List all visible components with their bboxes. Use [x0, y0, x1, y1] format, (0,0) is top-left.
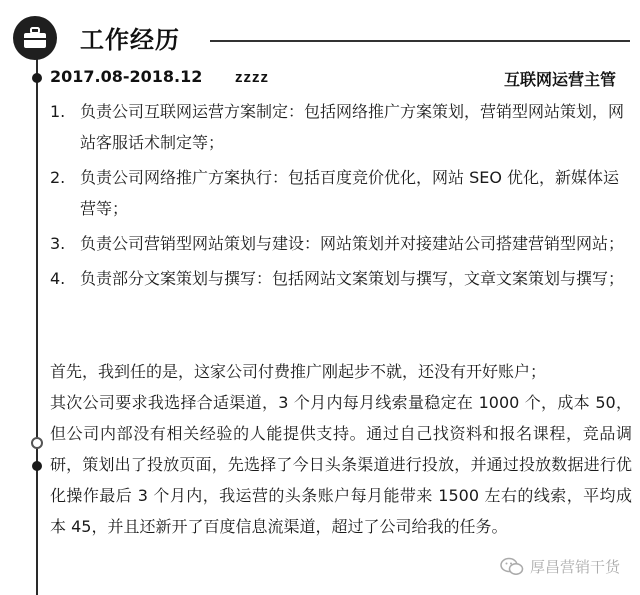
- duty-number: 2.: [50, 168, 66, 187]
- duty-item: [50, 228, 630, 259]
- narrative-paragraph: 其次公司要求我选择合适渠道，3 个月内每月线索量稳定在 1000 个，成本 50，但公司内部没有相关经验的人能提供支持。通过自己找资料和报名课程，竞品调研，策划出了投放页面，先选择了今日头条渠道进行投放，并通过投放数据进行优化操作最后 3 个月内，我运营的头条账户每月能带来 1500 左右的线索，平均成本 45，并且还新开了百度信息流渠道，超过了公司给我的任务。: [50, 393, 632, 536]
- section-icon-badge: [13, 16, 57, 60]
- job-position: 互联网运营主管: [503, 70, 616, 89]
- duty-text: 负责公司营销型网站策划与建设：网站策划并对接建站公司搭建营销型网站；: [80, 234, 625, 253]
- job-company: zzzz: [235, 69, 269, 86]
- watermark-text: 厚昌营销干货: [529, 558, 620, 576]
- duty-item: [50, 263, 630, 294]
- duty-text: 负责公司网络推广方案执行：包括百度竞价优化，网站 SEO 优化，新媒体运营等；: [80, 168, 620, 218]
- wechat-icon: [500, 557, 524, 577]
- duty-item: [50, 162, 630, 224]
- duty-list: [50, 96, 630, 298]
- title-divider: [210, 40, 630, 42]
- timeline-dot: [32, 73, 42, 83]
- duty-item: [50, 96, 630, 158]
- duty-text: 负责公司互联网运营方案制定：包括网络推广方案策划，营销型网站策划，网站客服话术制定等；: [80, 102, 625, 152]
- duty-number: 3.: [50, 234, 66, 253]
- timeline-marker: [31, 437, 43, 449]
- duty-text: 负责部分文案策划与撰写：包括网站文案策划与撰写，文章文案策划与撰写；: [80, 269, 625, 288]
- duty-number: 4.: [50, 269, 66, 288]
- watermark: [500, 556, 620, 577]
- timeline-dot: [32, 461, 42, 471]
- job-date: 2017.08-2018.12: [50, 67, 203, 86]
- narrative-paragraph: 首先，我到任的是，这家公司付费推广刚起步不就，还没有开好账户；: [50, 362, 547, 381]
- timeline-line: [36, 58, 38, 595]
- briefcase-icon: [22, 26, 48, 50]
- duty-number: 1.: [50, 102, 66, 121]
- section-title: 工作经历: [80, 26, 180, 54]
- job-narrative: [50, 356, 632, 542]
